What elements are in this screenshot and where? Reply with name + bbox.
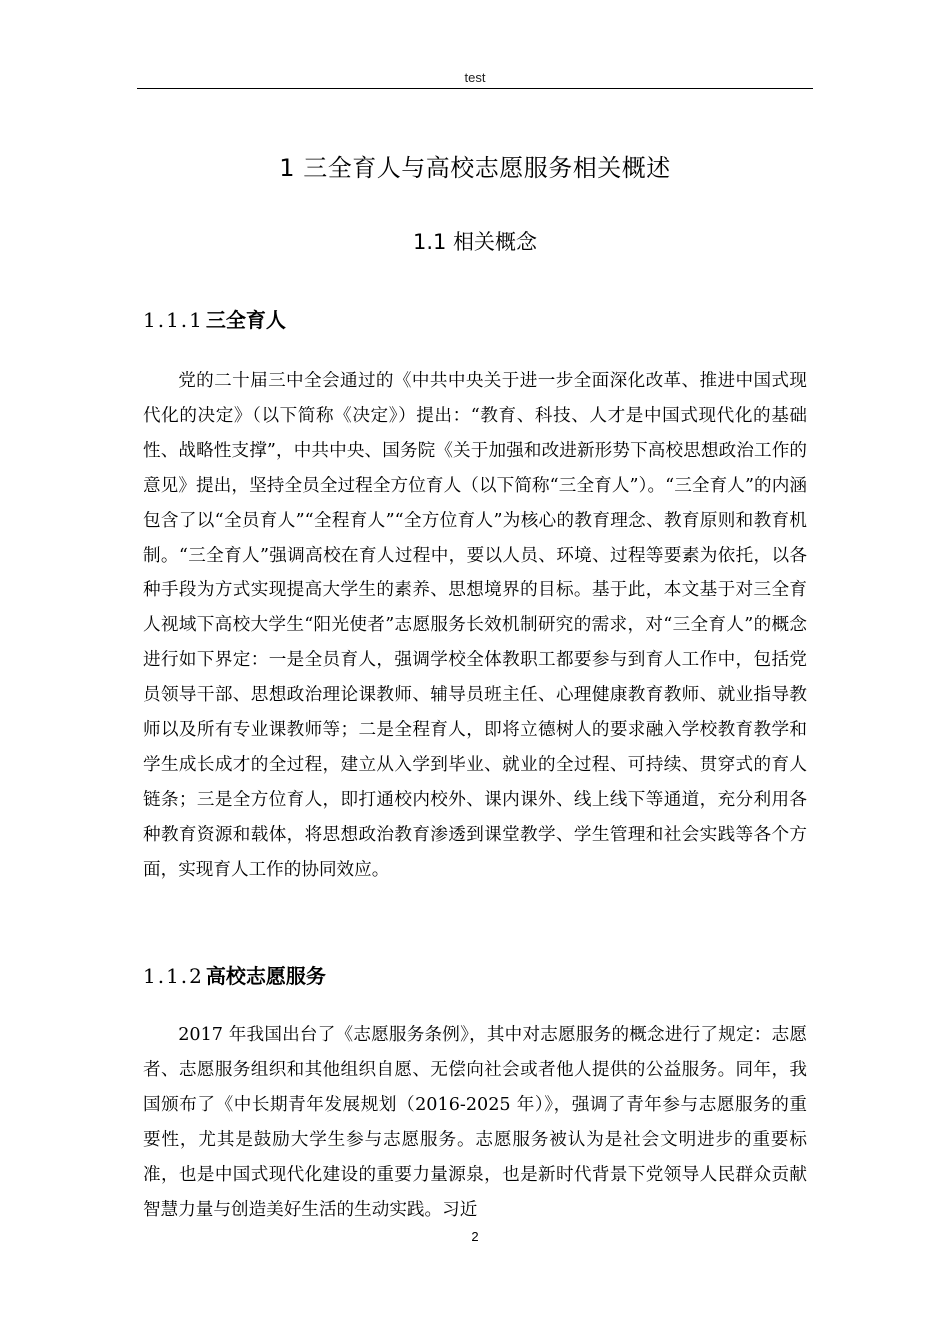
- body-paragraph-1: 党的二十届三中全会通过的《中共中央关于进一步全面深化改革、推进中国式现代化的决定》（以下简称《决定》）提出：“教育、科技、人才是中国式现代化的基础性、战略性支撑”，中共中央、国务院《关于加强和改进新形势下高校思想政治工作的意见》提出，坚持全员全过程全方位育人（以下简称“三全育人”）。“三全育人”的内涵包含了以“全员育人”“全程育人”“全方位育人”为核心的教育理念、教育原则和教育机制。“三全育人”强调高校在育人过程中，要以人员、环境、过程等要素为依托，以各种手段为方式实现提高大学生的素养、思想境界的目标。基于此，本文基于对三全育人视域下高校大学生“阳光使者”志愿服务长效机制研究的需求，对“三全育人”的概念进行如下界定：一是全员育人，强调学校全体教职工都要参与到育人工作中，包括党员领导干部、思想政治理论课教师、辅导员班主任、心理健康教育教师、就业指导教师以及所有专业课教师等；二是全程育人，即将立德树人的要求融入学校教育教学和学生成长成才的全过程，建立从入学到毕业、就业的全过程、可持续、贯穿式的育人链条；三是全方位育人，即打通校内校外、课内课外、线上线下等通道，充分利用各种教育资源和载体，将思想政治教育渗透到课堂教学、学生管理和社会实践等各个方面，实现育人工作的协同效应。: [143, 371, 807, 880]
- header-divider: [137, 88, 813, 89]
- chapter-title: 1 三全育人与高校志愿服务相关概述: [279, 154, 671, 182]
- subsection-heading-1: [143, 304, 286, 333]
- subsection-number: 1.1.2: [143, 964, 204, 988]
- section-title: 1.1 相关概念: [412, 230, 538, 254]
- subsection-heading-2: [143, 960, 326, 989]
- subsection-title: 高校志愿服务: [205, 964, 326, 988]
- page-number: 2: [471, 1229, 479, 1244]
- subsection-title: 三全育人: [205, 308, 286, 332]
- page-header: test: [464, 70, 486, 85]
- subsection-number: 1.1.1: [143, 308, 204, 332]
- body-paragraph-2: 2017 年我国出台了《志愿服务条例》，其中对志愿服务的概念进行了规定：志愿者、志愿服务组织和其他组织自愿、无偿向社会或者他人提供的公益服务。同年，我国颁布了《中长期青年发展规划（2016-2025 年）》，强调了青年参与志愿服务的重要性，尤其是鼓励大学生参与志愿服务。志愿服务被认为是社会文明进步的重要标准，也是中国式现代化建设的重要力量源泉，也是新时代背景下党领导人民群众贡献智慧力量与创造美好生活的生动实践。习近: [143, 1025, 807, 1220]
